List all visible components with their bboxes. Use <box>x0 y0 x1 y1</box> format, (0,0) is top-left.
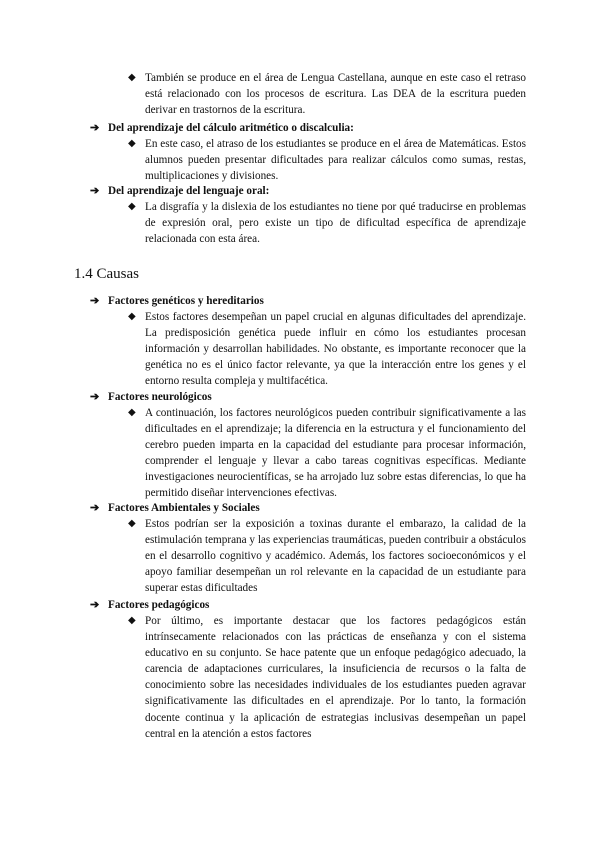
arrow-bullet-icon: ➔ <box>90 295 100 307</box>
diamond-bullet-icon: ◆ <box>128 518 136 529</box>
env-heading <box>90 500 260 516</box>
ped-paragraph: Por último, es importante destacar que los factores pedagógicos están intrínsecamente relacionados con las prácticas de enseñanza y con el sistema educativo en su conjunto. Se hace patente que un enfoque pedagógico adecuado, la carencia de adaptaciones curriculares, la insuficiencia de recursos o la falta de conocimiento sobre las necesidades individuales de los estudiantes pueden agravar significativamente las dificultades en el aprendizaje. Por lo tanto, la formación docente continua y la aplicación de estrategias inclusivas desempeñan un papel central en la atención a estos factores <box>145 615 526 740</box>
diamond-bullet-icon: ◆ <box>128 407 136 418</box>
arrow-bullet-icon: ➔ <box>90 185 100 197</box>
genetic-heading <box>90 293 264 309</box>
arrow-bullet-icon: ➔ <box>90 599 100 611</box>
genetic-paragraph: Estos factores desempeñan un papel crucial en algunas dificultades del aprendizaje. La predisposición genética puede influir en cómo los estudiantes procesan información y desarrollan habilidades. No obstante, es importante reconocer que la genética no es el único factor relevante, ya que la interacción entre los genes y el entorno resulta compleja y multifacética. <box>145 311 526 388</box>
calculo-heading <box>90 120 354 136</box>
calculo-heading-text: Del aprendizaje del cálculo aritmético o discalculia: <box>108 122 354 134</box>
diamond-bullet-icon: ◆ <box>128 615 136 626</box>
oral-paragraph: La disgrafía y la dislexia de los estudiantes no tiene por qué traducirse en problemas de expresión oral, pero existe un tipo de dificultad específica de aprendizaje relacionada con esta área. <box>145 201 526 246</box>
calculo-paragraph: En este caso, el atraso de los estudiantes se produce en el área de Matemáticas. Estos alumnos pueden presentar dificultades para realizar cálculos como sumas, restas, multiplicaciones y divisiones. <box>145 138 526 183</box>
diamond-bullet-icon: ◆ <box>128 311 136 322</box>
oral-heading-text: Del aprendizaje del lenguaje oral: <box>108 185 270 197</box>
diamond-bullet-icon: ◆ <box>128 138 136 149</box>
genetic-heading-text: Factores genéticos y hereditarios <box>108 295 264 307</box>
section-title: 1.4 Causas <box>74 266 139 282</box>
arrow-bullet-icon: ➔ <box>90 122 100 134</box>
diamond-bullet-icon: ◆ <box>128 201 136 212</box>
neuro-heading <box>90 389 212 405</box>
oral-heading <box>90 183 269 199</box>
diamond-bullet-icon: ◆ <box>128 72 136 83</box>
arrow-bullet-icon: ➔ <box>90 391 100 403</box>
neuro-paragraph: A continuación, los factores neurológicos pueden contribuir significativamente a las dificultades en el aprendizaje; la diferencia en la estructura y el funcionamiento del cerebro pueden imparta en la capacidad del estudiante para procesar información, comprender el lenguaje y llevar a cabo tareas cognitivas específicas. Mediante investigaciones neurocientíficas, se ha arrojado luz sobre estas diferencias, lo que ha permitido diseñar intervenciones efectivas. <box>145 407 526 500</box>
lengua-paragraph: También se produce en el área de Lengua Castellana, aunque en este caso el retraso está relacionado con los procesos de escritura. Las DEA de la escritura pueden derivar en trastornos de la escritura. <box>145 72 526 117</box>
env-paragraph: Estos podrían ser la exposición a toxinas durante el embarazo, la calidad de la estimulación temprana y las experiencias traumáticas, pueden contribuir a obstáculos en el desarrollo cognitivo y académico. Además, los factores socioeconómicos y el apoyo familiar desempeñan un rol relevante en la capacidad de un estudiante para superar estas dificultades <box>145 518 526 595</box>
neuro-heading-text: Factores neurológicos <box>108 391 212 403</box>
arrow-bullet-icon: ➔ <box>90 502 100 514</box>
ped-heading <box>90 597 209 613</box>
ped-heading-text: Factores pedagógicos <box>108 599 210 611</box>
env-heading-text: Factores Ambientales y Sociales <box>108 502 260 514</box>
